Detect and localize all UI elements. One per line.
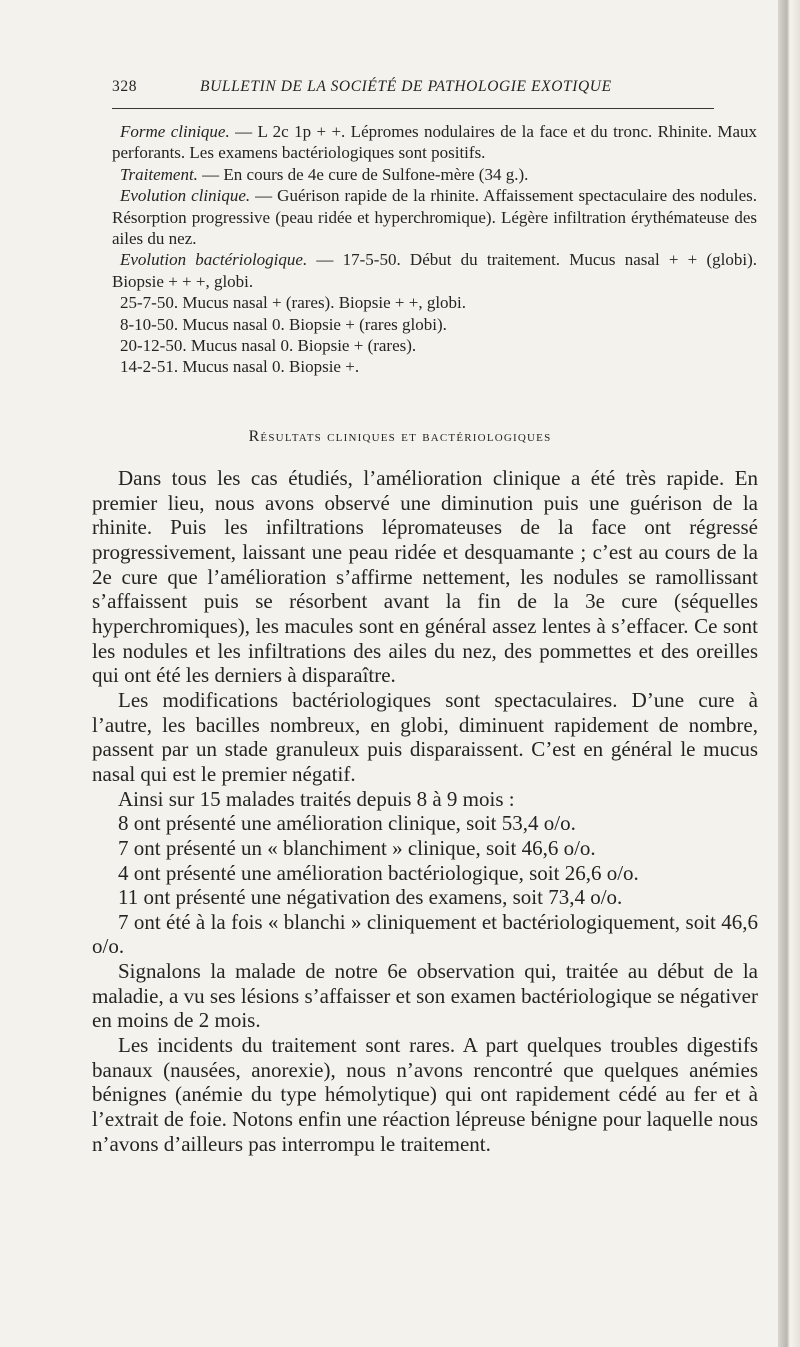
evolution-bact-para xyxy=(112,249,757,292)
date-entry: 25-7-50. Mucus nasal + (rares). Biopsie + +, globi. xyxy=(120,293,467,313)
evolution-bact-label: Evolution bactériologique. xyxy=(120,250,308,270)
paragraph: Les modifications bactériologiques sont spectaculaires. D’une cure à l’autre, les bacilles nombreux, en globi, diminuent rapidement de nombre, passent par un stade granuleux puis disparaissent. C’est en général le mucus nasal qui est le premier négatif. xyxy=(92,687,758,786)
traitement-text: — En cours de 4e cure de Sulfone-mère (34 g.). xyxy=(197,164,529,184)
paragraph: Signalons la malade de notre 6e observation qui, traitée au début de la maladie, a vu ses lésions s’affaisser et son examen bactériologique se négativer en moins de 2 mois. xyxy=(92,959,758,1033)
date-entry: 14-2-51. Mucus nasal 0. Biopsie +. xyxy=(120,357,360,377)
paragraph: Les incidents du traitement sont rares. A part quelques troubles digestifs banaux (nausées, anorexie), nous n’avons rencontré que quelques anémies bénignes (anémie du type hémolytique) qui ont rapidement cédé au fer et à l’extrait de foie. Notons enfin une réaction lépreuse bénigne pour laquelle nous n’avons d’ailleurs pas interrompu le traitement. xyxy=(92,1033,758,1156)
page-number: 328 xyxy=(112,78,138,95)
paragraph: Ainsi sur 15 malades traités depuis 8 à 9 mois : xyxy=(118,786,515,811)
stat-line: 8 ont présenté une amélioration clinique, soit 53,4 o/o. xyxy=(118,811,576,836)
section-heading: Résultats cliniques et bactériologiques xyxy=(248,428,552,445)
header-rule xyxy=(112,108,714,109)
running-title: BULLETIN DE LA SOCIÉTÉ DE PATHOLOGIE EXOTIQUE xyxy=(200,78,612,95)
stat-line: 7 ont présenté un « blanchiment » clinique, soit 46,6 o/o. xyxy=(118,835,596,860)
page-header xyxy=(112,78,687,102)
date-entry: 8-10-50. Mucus nasal 0. Biopsie + (rares globi). xyxy=(120,314,447,334)
evolution-clinique-label: Evolution clinique. xyxy=(120,186,251,206)
date-entry: 20-12-50. Mucus nasal 0. Biopsie + (rares). xyxy=(120,336,417,356)
evolution-clinique-para xyxy=(112,185,757,249)
forme-text: — L 2c 1p + +. Lépromes nodulaires de la face et du tronc. Rhinite. Maux perforants. Les examens bactériologiques sont positifs. xyxy=(112,122,757,163)
forme-label: Forme clinique. xyxy=(120,122,230,141)
main-text xyxy=(92,466,758,1156)
traitement-label: Traitement. xyxy=(120,164,198,184)
stat-line: 4 ont présenté une amélioration bactériologique, soit 26,6 o/o. xyxy=(118,860,639,885)
evolution-clinique-text: — Guérison rapide de la rhinite. Affaissement spectaculaire des nodules. Résorption progressive (peau ridée et hyperchromique). Légère infiltration érythémateuse des ailes du nez. xyxy=(112,186,757,249)
traitement-para xyxy=(112,164,757,185)
evolution-bact-text: — 17-5-50. Début du traitement. Mucus nasal + + (globi). Biopsie + + +, globi. xyxy=(112,250,758,291)
forme-clinique-para xyxy=(112,121,757,164)
stat-line: 11 ont présenté une négativation des examens, soit 73,4 o/o. xyxy=(118,885,623,910)
stat-line: 7 ont été à la fois « blanchi » cliniquement et bactériologiquement, soit 46,6 o/o. xyxy=(92,909,758,959)
clinical-notes xyxy=(112,121,757,378)
page-edge-shadow xyxy=(778,0,800,1347)
paragraph: Dans tous les cas étudiés, l’amélioration clinique a été très rapide. En premier lieu, nous avons observé une diminution puis une guérison de la rhinite. Puis les infiltrations lépromateuses de la face ont régressé progressivement, laissant une peau ridée et desquamante ; c’est au cours de la 2e cure que l’amélioration s’affirme nettement, les nodules se ramollissant s’affaissent puis se résorbent avant la fin de la 3e cure (séquelles hyperchromiques), les macules sont en général assez lentes à s’effacer. Ce sont les nodules et les infiltrations des ailes du nez, des pommettes et des oreilles qui ont été les derniers à disparaître. xyxy=(92,466,758,688)
